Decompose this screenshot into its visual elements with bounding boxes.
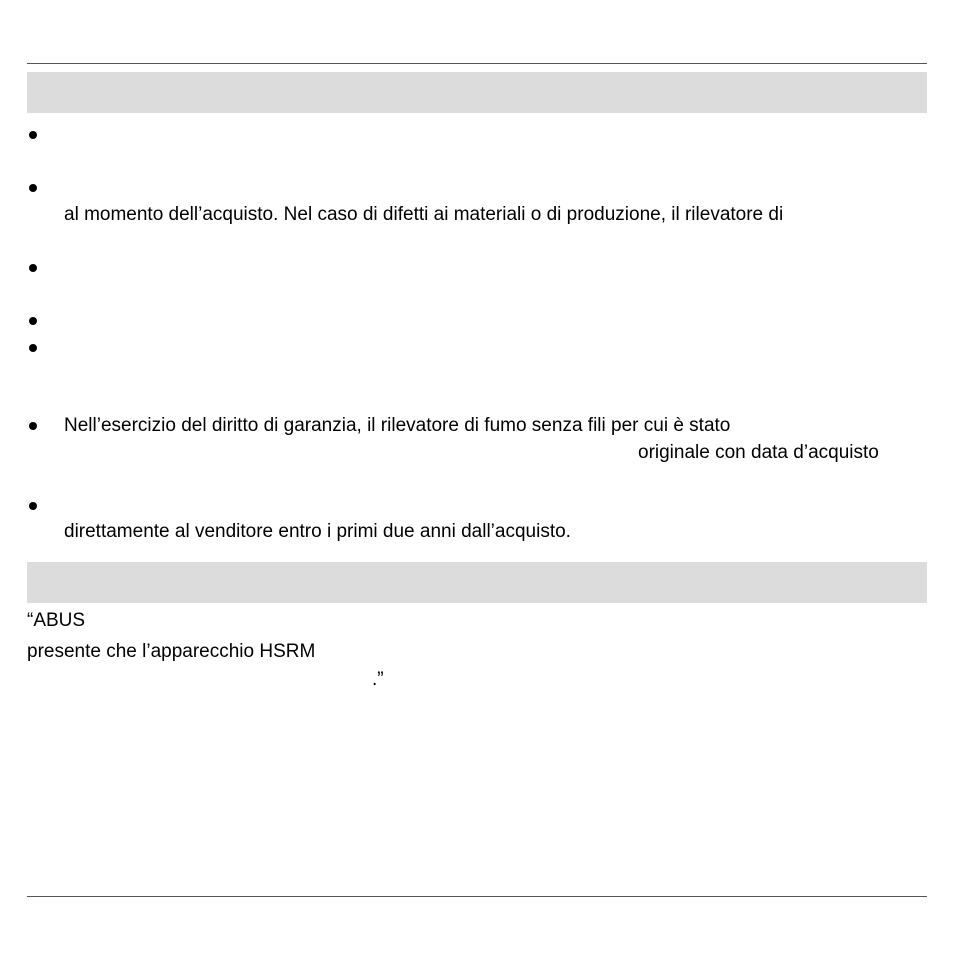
- bullet-4: [29, 317, 37, 325]
- top-rule: [27, 63, 927, 64]
- section-header-band-1: [27, 72, 927, 113]
- bullet-1: [29, 131, 37, 139]
- bottom-rule: [27, 896, 927, 897]
- bullet-2-text-line-2: al momento dell’acquisto. Nel caso di difetti ai materiali o di produzione, il rilevatore di: [64, 204, 784, 225]
- bullet-7-text-line-2: direttamente al venditore entro i primi due anni dall’acquisto.: [64, 521, 571, 542]
- section-header-band-2: [27, 562, 927, 603]
- declaration-line-2: presente che l’apparecchio HSRM: [27, 641, 316, 662]
- bullet-6: [29, 422, 37, 430]
- bullet-3: [29, 264, 37, 272]
- bullet-5: [29, 344, 37, 352]
- bullet-7: [29, 502, 37, 510]
- bullet-2: [29, 184, 37, 192]
- bullet-6-text-line-1: Nell’esercizio del diritto di garanzia, il rilevatore di fumo senza fili per cui è stato: [64, 415, 731, 436]
- declaration-line-3: .”: [372, 669, 384, 690]
- bullet-6-text-line-2: originale con data d’acquisto: [638, 442, 879, 463]
- declaration-line-1: “ABUS: [27, 610, 86, 631]
